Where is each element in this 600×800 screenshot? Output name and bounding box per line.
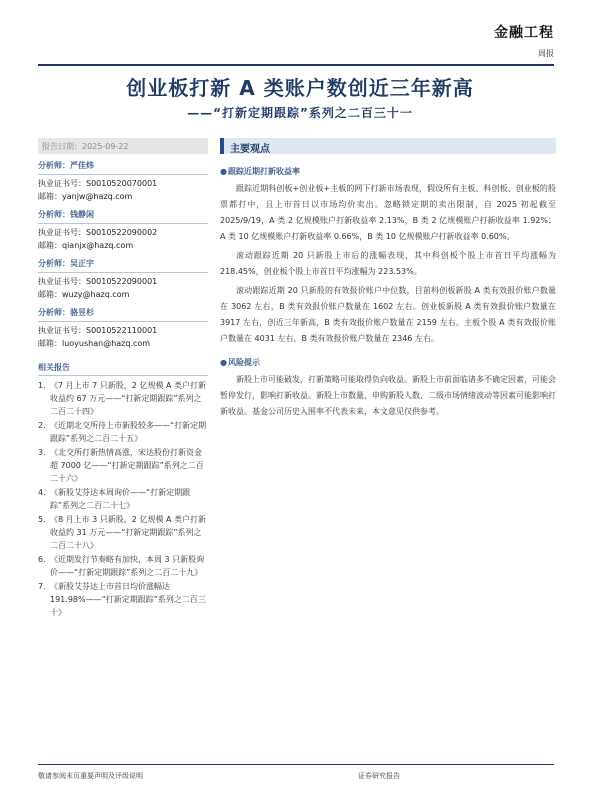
body-paragraph: 滚动跟踪近期 20 只新股的有效报价账户中位数，目前科创板新股 A 类有效报价账户数量在 3062 左右，B 类有效报价账户数量在 1602 左右。创业板新股 A 类有效报价账户数量在 3917 左右，创近三年新高，B 类有效报价账户数量在 2159 左右。主板个股 A 类有效报价账户数量在 4031 左右，B 类有效报价账户数量在 2346 左右。 (220, 286, 556, 343)
related-report-item[interactable] (38, 486, 208, 512)
related-report-text: 《北交所打新热情高涨，宋达股份打新资金超 7000 亿——“打新定期跟踪”系列之二百二十六》 (50, 448, 204, 483)
section-heading (220, 166, 556, 178)
related-report-item[interactable] (38, 446, 208, 485)
related-report-item[interactable] (38, 379, 208, 418)
related-report-number: 6. (38, 555, 46, 564)
page-title: 创业板打新 A 类账户数创近三年新高 (126, 76, 474, 100)
section-heading (220, 357, 556, 369)
related-report-item[interactable] (38, 513, 208, 552)
related-report-item[interactable] (38, 553, 208, 579)
analyst-name: 分析师：吴正宇 (38, 258, 208, 273)
sidebar (38, 138, 208, 620)
related-report-number: 1. (38, 381, 46, 390)
analyst-block (38, 209, 208, 252)
analyst-block (38, 160, 208, 203)
section-heading-text: 跟踪近期打新收益率 (228, 167, 300, 176)
related-report-number: 7. (38, 582, 46, 591)
related-report-text: 《近期发行节奏略有加快，本周 3 只新股询价——“打新定期跟踪”系列之二百二十九》 (50, 555, 205, 577)
body-paragraph: 滚动跟踪近期 20 只新股上市后的涨幅表现，其中科创板个股上市首日平均涨幅为 218.45%，创业板个股上市首日平均涨幅为 223.53%。 (220, 251, 556, 276)
related-reports-list (38, 379, 208, 619)
analyst-name: 分析师：钱静闲 (38, 209, 208, 224)
related-report-number: 5. (38, 515, 46, 524)
footer-rule (38, 764, 554, 765)
analyst-cert: 执业证书号：S0010522090002 (38, 228, 158, 237)
related-report-text: 《新股艾芬达上市首日均价涨幅达 191.98%——“打新定期跟踪”系列之二百三十》 (50, 582, 206, 617)
bullet-icon: ● (220, 358, 227, 367)
analyst-block (38, 258, 208, 301)
main-content (220, 138, 556, 420)
section-heading-text: 风险提示 (228, 358, 260, 367)
report-type: 周报 (538, 49, 554, 58)
analyst-cert: 执业证书号：S0010522110001 (38, 326, 158, 335)
related-report-text: 《新股艾芬达本周询价——“打新定期跟踪”系列之二百二十七》 (50, 488, 191, 510)
related-report-item[interactable] (38, 419, 208, 445)
related-report-number: 3. (38, 448, 46, 457)
section-bar-main-points: 主要观点 (220, 138, 556, 154)
analyst-block (38, 307, 208, 350)
analyst-email: 邮箱：wuzy@hazq.com (38, 290, 130, 299)
related-report-number: 2. (38, 421, 46, 430)
body-paragraph: 跟踪近期科创板+创业板+主板的网下打新市场表现，假设所有主板、科创板、创业板的股票都打中，且上市首日以市场均价卖出。忽略锁定期的卖出限制，自 2025 初起截至 2025/9/19，A 类 2 亿规模账户打新收益率 2.13%，B 类 2 亿规模账户打新收益率 1.92%；A 类 10 亿规模账户打新收益率 0.66%，B 类 10 亿规模账户打新收益率 0.60%。 (220, 184, 556, 241)
footer-disclaimer[interactable]: 敬请参阅末页重要声明及评级说明 (38, 772, 143, 780)
related-report-text: 《8 月上市 3 只新股，2 亿规模 A 类户打新收益约 31 万元——“打新定期跟踪”系列之二百二十八》 (50, 515, 206, 550)
analyst-name: 分析师：骆昱杉 (38, 307, 208, 322)
page-subtitle: ——“打新定期跟踪”系列之二百三十一 (187, 106, 413, 120)
related-report-text: 《近期北交所待上市新股较多——“打新定期跟踪”系列之二百二十五》 (50, 421, 207, 443)
related-report-number: 4. (38, 488, 46, 497)
bullet-icon: ● (220, 167, 227, 176)
related-reports (38, 362, 208, 619)
analyst-email: 邮箱：luoyushan@hazq.com (38, 339, 151, 348)
analyst-cert: 执业证书号：S0010520070001 (38, 179, 158, 188)
related-report-text: 《7 月上市 7 只新股，2 亿规模 A 类户打新收益约 67 万元——“打新定期跟踪”系列之二百二十四》 (50, 381, 206, 416)
related-report-item[interactable] (38, 580, 208, 619)
header-rule (38, 64, 554, 66)
report-date: 报告日期：2025-09-22 (38, 138, 208, 154)
body-paragraph: 新股上市可能破发，打新策略可能取得负向收益。新股上市前面临诸多不确定因素，可能会暂停发行，影响打新收益。新股上市数量、申购新股人数、二级市场情绪波动等因素可能影响打新收益。基金公司历史入围率不代表未来，本文意见仅供参考。 (220, 375, 556, 416)
analyst-email: 邮箱：qianjx@hazq.com (38, 241, 134, 250)
analyst-cert: 执业证书号：S0010522090001 (38, 277, 158, 286)
related-reports-title: 相关报告 (38, 362, 208, 376)
footer-doc-type: 证券研究报告 (358, 772, 400, 780)
analyst-name: 分析师：严佳炜 (38, 160, 208, 175)
brand-logo: 金融工程 (494, 25, 554, 41)
analyst-email: 邮箱：yanjw@hazq.com (38, 192, 133, 201)
